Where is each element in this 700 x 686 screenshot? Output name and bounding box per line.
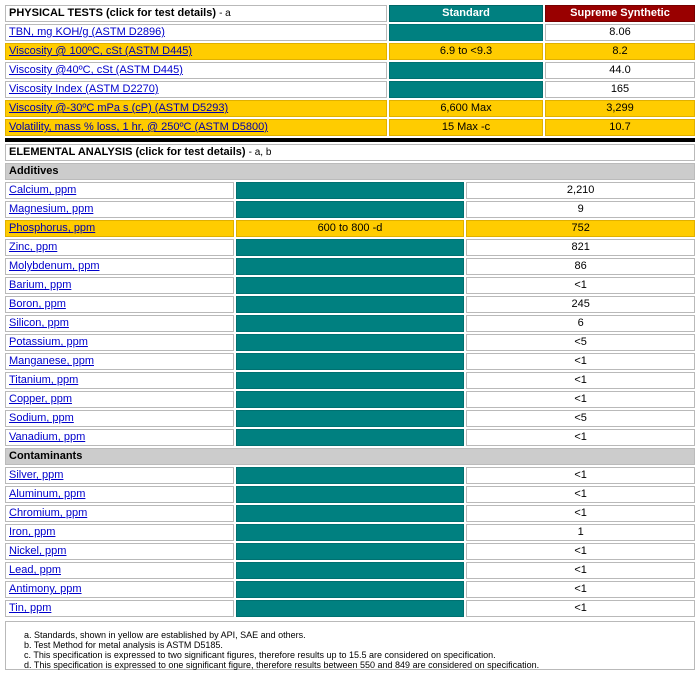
elemental-header-row bbox=[5, 144, 695, 161]
test-name-cell bbox=[5, 391, 234, 408]
table-row bbox=[5, 467, 695, 484]
table-row bbox=[5, 62, 695, 79]
test-name-cell bbox=[5, 119, 387, 136]
test-detail-link[interactable]: Volatility, mass % loss, 1 hr, @ 250ºC (ASTM D5800) bbox=[9, 121, 268, 133]
table-row bbox=[5, 372, 695, 389]
test-name-cell bbox=[5, 315, 234, 332]
standard-value-cell bbox=[389, 24, 543, 41]
result-value-cell: 10.7 bbox=[545, 119, 695, 136]
standard-value-cell: 15 Max -c bbox=[389, 119, 543, 136]
result-value-cell: <5 bbox=[466, 410, 695, 427]
test-name-cell bbox=[5, 334, 234, 351]
result-value-cell: 8.06 bbox=[545, 24, 695, 41]
result-value-cell: <1 bbox=[466, 543, 695, 560]
standard-value-cell bbox=[236, 277, 465, 294]
standard-value-cell bbox=[236, 258, 465, 275]
test-detail-link[interactable]: Manganese, ppm bbox=[9, 355, 94, 367]
table-row bbox=[5, 315, 695, 332]
standard-value-cell bbox=[236, 429, 465, 446]
result-value-cell: <1 bbox=[466, 562, 695, 579]
physical-tests-table bbox=[3, 3, 697, 138]
additives-group-row bbox=[5, 163, 695, 180]
result-value-cell: 6 bbox=[466, 315, 695, 332]
test-detail-link[interactable]: Sodium, ppm bbox=[9, 412, 74, 424]
test-name-cell bbox=[5, 524, 234, 541]
test-name-cell bbox=[5, 62, 387, 79]
test-name-cell bbox=[5, 410, 234, 427]
footnotes bbox=[5, 621, 695, 670]
standard-value-cell bbox=[236, 334, 465, 351]
table-row bbox=[5, 100, 695, 117]
result-value-cell: <1 bbox=[466, 353, 695, 370]
test-name-cell bbox=[5, 201, 234, 218]
test-name-cell bbox=[5, 100, 387, 117]
standard-value-cell bbox=[236, 410, 465, 427]
test-name-cell bbox=[5, 562, 234, 579]
standard-value-cell bbox=[236, 391, 465, 408]
table-row bbox=[5, 201, 695, 218]
standard-value-cell bbox=[236, 201, 465, 218]
spec-sheet bbox=[3, 3, 697, 672]
table-row bbox=[5, 296, 695, 313]
table-row bbox=[5, 600, 695, 617]
table-row bbox=[5, 410, 695, 427]
test-name-cell bbox=[5, 600, 234, 617]
table-row bbox=[5, 119, 695, 136]
test-name-cell bbox=[5, 81, 387, 98]
table-row bbox=[5, 258, 695, 275]
table-row bbox=[5, 334, 695, 351]
elemental-note-ref: - a, b bbox=[248, 147, 272, 158]
table-row bbox=[5, 505, 695, 522]
table-row bbox=[5, 524, 695, 541]
elemental-analysis-heading[interactable] bbox=[5, 144, 695, 161]
standard-value-cell: 6,600 Max bbox=[389, 100, 543, 117]
result-value-cell: <5 bbox=[466, 334, 695, 351]
standard-value-cell bbox=[389, 62, 543, 79]
test-detail-link[interactable]: Calcium, ppm bbox=[9, 184, 77, 196]
test-name-cell bbox=[5, 467, 234, 484]
result-value-cell: <1 bbox=[466, 467, 695, 484]
test-name-cell bbox=[5, 24, 387, 41]
test-name-cell bbox=[5, 543, 234, 560]
test-detail-link[interactable]: Copper, ppm bbox=[9, 393, 72, 405]
elemental-analysis-title[interactable]: ELEMENTAL ANALYSIS (click for test details) bbox=[9, 146, 246, 158]
test-name-cell bbox=[5, 258, 234, 275]
test-detail-link[interactable]: Chromium, ppm bbox=[9, 507, 88, 519]
result-value-cell: 9 bbox=[466, 201, 695, 218]
test-detail-link[interactable]: Molybdenum, ppm bbox=[9, 260, 100, 272]
standard-value-cell bbox=[236, 372, 465, 389]
test-detail-link[interactable]: Vanadium, ppm bbox=[9, 431, 86, 443]
test-detail-link[interactable]: Tin, ppm bbox=[9, 602, 52, 614]
standard-value-cell bbox=[236, 467, 465, 484]
test-detail-link[interactable]: Silicon, ppm bbox=[9, 317, 69, 329]
physical-header-row bbox=[5, 5, 695, 22]
footnote-b: b. Test Method for metal analysis is ASTM D5185. bbox=[24, 640, 223, 650]
additives-group-label: Additives bbox=[5, 163, 695, 180]
test-name-cell bbox=[5, 486, 234, 503]
standard-value-cell bbox=[236, 315, 465, 332]
test-detail-link[interactable]: TBN, mg KOH/g (ASTM D2896) bbox=[9, 26, 165, 38]
standard-column-header: Standard bbox=[389, 5, 543, 22]
test-name-cell bbox=[5, 220, 234, 237]
standard-value-cell bbox=[236, 353, 465, 370]
table-row bbox=[5, 43, 695, 60]
product-column-header: Supreme Synthetic bbox=[545, 5, 695, 22]
physical-tests-heading[interactable] bbox=[5, 5, 387, 22]
standard-value-cell bbox=[236, 524, 465, 541]
test-detail-link[interactable]: Antimony, ppm bbox=[9, 583, 82, 595]
test-detail-link[interactable]: Phosphorus, ppm bbox=[9, 222, 96, 234]
table-row bbox=[5, 277, 695, 294]
result-value-cell: <1 bbox=[466, 277, 695, 294]
test-detail-link[interactable]: Titanium, ppm bbox=[9, 374, 79, 386]
result-value-cell: 2,210 bbox=[466, 182, 695, 199]
table-row bbox=[5, 220, 695, 237]
result-value-cell: 86 bbox=[466, 258, 695, 275]
test-detail-link[interactable]: Aluminum, ppm bbox=[9, 488, 86, 500]
test-name-cell bbox=[5, 182, 234, 199]
result-value-cell: <1 bbox=[466, 600, 695, 617]
standard-value-cell bbox=[236, 505, 465, 522]
table-row bbox=[5, 429, 695, 446]
standard-value-cell bbox=[236, 182, 465, 199]
result-value-cell: 1 bbox=[466, 524, 695, 541]
standard-value-cell: 600 to 800 -d bbox=[236, 220, 465, 237]
test-name-cell bbox=[5, 581, 234, 598]
contaminants-group-row bbox=[5, 448, 695, 465]
result-value-cell: 245 bbox=[466, 296, 695, 313]
test-detail-link[interactable]: Boron, ppm bbox=[9, 298, 66, 310]
standard-value-cell: 6.9 to <9.3 bbox=[389, 43, 543, 60]
table-row bbox=[5, 182, 695, 199]
standard-value-cell bbox=[389, 81, 543, 98]
result-value-cell: 3,299 bbox=[545, 100, 695, 117]
standard-value-cell bbox=[236, 543, 465, 560]
result-value-cell: <1 bbox=[466, 581, 695, 598]
footnote-c: c. This specification is expressed to two significant figures, therefore results up to 15.5 are considered on specification. bbox=[24, 650, 496, 660]
test-name-cell bbox=[5, 296, 234, 313]
test-name-cell bbox=[5, 353, 234, 370]
physical-tests-title[interactable]: PHYSICAL TESTS (click for test details) bbox=[9, 7, 217, 19]
result-value-cell: <1 bbox=[466, 505, 695, 522]
test-name-cell bbox=[5, 429, 234, 446]
test-detail-link[interactable]: Barium, ppm bbox=[9, 279, 72, 291]
test-detail-link[interactable]: Iron, ppm bbox=[9, 526, 56, 538]
result-value-cell: <1 bbox=[466, 372, 695, 389]
test-name-cell bbox=[5, 372, 234, 389]
contaminants-group-label: Contaminants bbox=[5, 448, 695, 465]
result-value-cell: <1 bbox=[466, 486, 695, 503]
result-value-cell: 752 bbox=[466, 220, 695, 237]
table-row bbox=[5, 562, 695, 579]
result-value-cell: 8.2 bbox=[545, 43, 695, 60]
result-value-cell: 44.0 bbox=[545, 62, 695, 79]
table-row bbox=[5, 81, 695, 98]
test-detail-link[interactable]: Viscosity @ 100ºC, cSt (ASTM D445) bbox=[9, 45, 193, 57]
table-row bbox=[5, 24, 695, 41]
test-detail-link[interactable]: Nickel, ppm bbox=[9, 545, 67, 557]
test-detail-link[interactable]: Magnesium, ppm bbox=[9, 203, 94, 215]
standard-value-cell bbox=[236, 581, 465, 598]
elemental-analysis-table bbox=[3, 142, 697, 619]
test-detail-link[interactable]: Lead, ppm bbox=[9, 564, 61, 576]
physical-tests-note-ref: - a bbox=[219, 8, 231, 19]
result-value-cell: <1 bbox=[466, 391, 695, 408]
test-name-cell bbox=[5, 277, 234, 294]
table-row bbox=[5, 581, 695, 598]
test-detail-link[interactable]: Silver, ppm bbox=[9, 469, 64, 481]
test-detail-link[interactable]: Zinc, ppm bbox=[9, 241, 58, 253]
test-detail-link[interactable]: Viscosity @40ºC, cSt (ASTM D445) bbox=[9, 64, 183, 76]
standard-value-cell bbox=[236, 239, 465, 256]
table-row bbox=[5, 239, 695, 256]
test-name-cell bbox=[5, 43, 387, 60]
footnote-a: a. Standards, shown in yellow are established by API, SAE and others. bbox=[24, 630, 306, 640]
standard-value-cell bbox=[236, 600, 465, 617]
standard-value-cell bbox=[236, 296, 465, 313]
test-name-cell bbox=[5, 505, 234, 522]
standard-value-cell bbox=[236, 562, 465, 579]
test-name-cell bbox=[5, 239, 234, 256]
standard-value-cell bbox=[236, 486, 465, 503]
result-value-cell: 821 bbox=[466, 239, 695, 256]
test-detail-link[interactable]: Viscosity Index (ASTM D2270) bbox=[9, 83, 159, 95]
test-detail-link[interactable]: Viscosity @-30ºC mPa s (cP) (ASTM D5293) bbox=[9, 102, 229, 114]
table-row bbox=[5, 543, 695, 560]
table-row bbox=[5, 353, 695, 370]
table-row bbox=[5, 391, 695, 408]
table-row bbox=[5, 486, 695, 503]
footnote-d: d. This specification is expressed to one significant figure, therefore results between 550 and 849 are considered on specification. bbox=[24, 660, 540, 670]
result-value-cell: <1 bbox=[466, 429, 695, 446]
test-detail-link[interactable]: Potassium, ppm bbox=[9, 336, 88, 348]
result-value-cell: 165 bbox=[545, 81, 695, 98]
